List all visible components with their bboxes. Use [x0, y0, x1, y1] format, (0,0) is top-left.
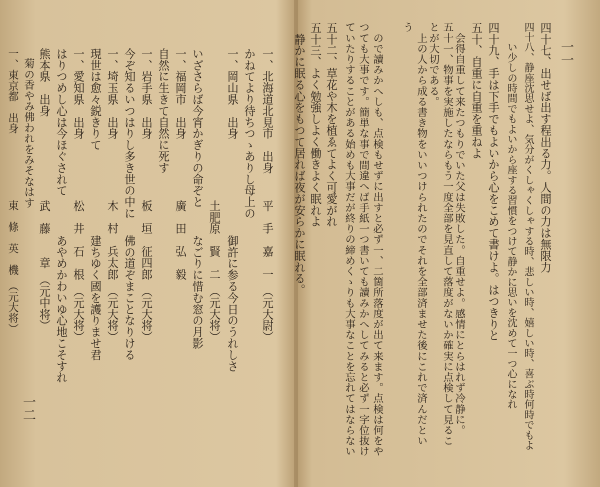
left-entry-4-top: 一、岩手県 出身 [140, 48, 153, 140]
left-entry-2-poem: いざさらば今宵かぎりの命ぞと [191, 48, 204, 208]
left-entry-4-poem-top: 今ぞ知るいつはりし多き世の中に [123, 48, 136, 219]
right-line-8: 上の人から成る書き物をいいつけられたのでそれを全部済ませた後にこれで済んだという [401, 22, 427, 446]
right-line-6: 会得自重して来たつもりでいた父は失敗した。自重せよ。感情にとらはれず冷静に。 [453, 22, 465, 436]
left-entry-1-poem-bottom: 御許に参る今日のうれしさ [226, 235, 239, 372]
left-entry-5-top: 一、埼玉県 出身 [106, 48, 119, 140]
left-entry-2-bottom: 土肥原 賢 二 （元大将） [208, 200, 221, 343]
right-line-2: 四十八、静座沈思せよ、気分がくしゃくしゃする時、悲しい時、嬉しい時、喜ぶ時何時でもよ [522, 22, 533, 451]
left-entry-7-bottom: 武 藤 章 （元中将） [38, 200, 51, 332]
left-entry-6-bottom: 松 井 石 根 （元大将） [72, 200, 85, 343]
right-line-11: 五十三、よく勉強しよく働きよく眠れよ [309, 22, 322, 228]
right-line-1: 四十七、出せば出す程出る力。人間の力は無限力 [539, 22, 552, 273]
left-page [0, 0, 296, 487]
left-entry-6-poem-top: はりつめし心は今ほぐされて [55, 48, 68, 197]
left-entry-3-bottom: 廣 田 弘 毅 [174, 200, 187, 280]
right-line-7: 五十一、物事を実施したならもう一度全部を見直して落度がないか確実に点検して見ることが大切である。 [427, 22, 453, 446]
left-entry-2-top-v: 一、岡山県 出身 [226, 48, 239, 140]
left-entry-4-bottom: 板 垣 征四郎 （元大将） [140, 200, 153, 343]
right-line-3: い少しの時間でもよいから座する習慣をつけて静かに思いを沈めて一つ心になれ [505, 22, 516, 410]
left-entry-1-poem-top: かねてより待ちつゝありし母上の [243, 48, 256, 219]
left-entry-3-top: 一、福岡市 出身 [174, 48, 187, 140]
left-entry-2-poem-bottom: なごりに惜む窓の月影 [191, 235, 204, 349]
left-entry-7-top: 熊本県 出身 [38, 48, 51, 117]
right-line-5: 五十、自重に自重を重ねよ [470, 22, 483, 159]
left-entry-6-top: 一、愛知県 出身 [72, 48, 85, 140]
left-entry-1-bottom: 平 手 嘉 一 （元大尉） [261, 200, 274, 343]
right-line-4: 四十九、手は下手でもよいから心をこめて書けよ。はつきりと [487, 22, 500, 342]
left-entry-3-poem: 自然に生きて自然に死す [157, 48, 170, 174]
left-entry-8-bottom: 東 條 英 機 （元大将） [7, 200, 19, 334]
left-entry-5-poem-top: 現世は愈々鋭きりて [89, 48, 102, 151]
left-entry-7-poem: 菊の香やみ佛われをみそなはす [23, 58, 35, 208]
page-number-right: 一一 [558, 40, 573, 66]
page-number-left: 一二 [20, 395, 35, 421]
left-entry-5-poem-bottom: 建ちゆく國を護りませ君 [89, 235, 102, 361]
left-entry-8-top: 一、東京都 出身 [7, 48, 19, 134]
right-line-12: 静かに眠る心をもつて居れば夜が安らかに眠れる。 [293, 22, 306, 296]
right-line-9: ので讀みかへしも、点検もせずに出すと必ず一、二箇所落度が出て来ます。点検は何をやつても大事です。簡単な事で間違へば手紙一つ書いても讀みかへしてみると必ず一字位抜けていたりすることがある始めも大事だが終りの締めくゝりも大事なことを忘れてはならない [343, 22, 383, 457]
left-entry-1-top: 一、北海道北見市 出身 [261, 48, 274, 174]
right-page [293, 0, 600, 487]
left-entry-6-poem-bottom: あやめかわいゆ心地こそすれ [55, 235, 68, 384]
left-entry-5-bottom: 木 村 兵太郎 （元大将） [106, 200, 119, 343]
left-entry-4-poem-bottom: 佛の道ぞまことなりける [123, 235, 136, 361]
right-line-10: 五十二、草花や木を植ゑてよく可愛がれ [325, 22, 338, 228]
